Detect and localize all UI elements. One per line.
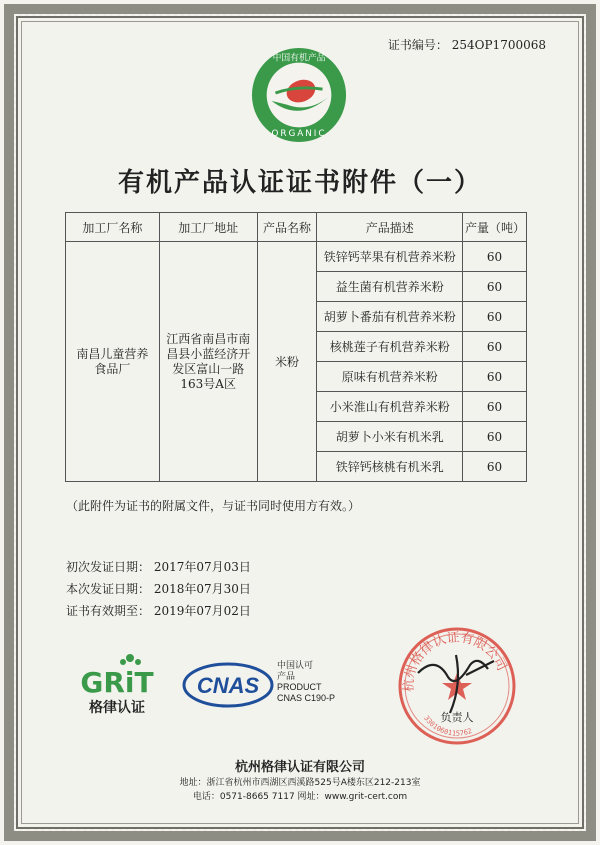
seal-number: 3301060115762 [422,714,474,738]
cnas-accreditation-text [277,660,335,704]
product-desc-cell: 核桃莲子有机营养米粉 [317,332,463,362]
factory-name-cell: 南昌儿童营养食品厂 [66,242,160,482]
factory-address-cell: 江西省南昌市南昌县小蓝经济开发区富山一路163号A区 [159,242,257,482]
quantity-cell: 60 [463,242,527,272]
cnas-mark: CNAS [196,673,260,698]
grit-cn-text: 格律认证 [89,700,145,716]
cnas-logo-icon [182,662,274,708]
seal-text: 杭州格律认证有限公司 [401,630,510,692]
cnas-line: 中国认可 [277,660,314,670]
quantity-cell: 60 [463,392,527,422]
first-issue-date: 初次发证日期： 2017年07月03日 [66,560,251,574]
product-desc-cell: 小米淮山有机营养米粉 [317,392,463,422]
product-desc-cell: 原味有机营养米粉 [317,362,463,392]
quantity-cell: 60 [463,332,527,362]
quantity-cell: 60 [463,452,527,482]
header-factory-name: 加工厂名称 [66,213,160,242]
signatory-label: 负责人 [440,711,474,724]
product-name-cell: 米粉 [257,242,317,482]
logo-cn-text: 中国有机产品 [272,53,326,64]
company-seal-icon [396,625,518,747]
product-desc-cell: 益生菌有机营养米粉 [317,272,463,302]
cnas-line: PRODUCT [277,682,322,692]
header-quantity: 产量（吨） [463,213,527,242]
valid-until-date: 证书有效期至： 2019年07月02日 [66,604,251,618]
issue-dates [66,556,251,622]
product-desc-cell: 铁锌钙核桃有机米乳 [317,452,463,482]
quantity-cell: 60 [463,362,527,392]
header-factory-address: 加工厂地址 [159,213,257,242]
product-desc-cell: 胡萝卜小米有机米乳 [317,422,463,452]
issuer-name: 杭州格律认证有限公司 [234,760,365,775]
quantity-cell: 60 [463,272,527,302]
header-product-desc: 产品描述 [317,213,463,242]
issuer-contact [0,776,600,804]
header-product-name: 产品名称 [257,213,317,242]
product-desc-cell: 铁锌钙苹果有机营养米粉 [317,242,463,272]
grit-logo-icon [72,650,162,720]
cnas-line: 产品 [277,671,296,681]
quantity-cell: 60 [463,422,527,452]
product-table [65,212,527,482]
table-row [66,242,527,272]
product-desc-cell: 胡萝卜番茄有机营养米粉 [317,302,463,332]
china-organic-logo-icon [250,46,348,144]
cnas-line: CNAS C190-P [277,693,336,703]
table-header-row [66,213,527,242]
certificate-number: 证书编号： 254OP1700068 [387,38,546,52]
issuer-address: 地址：浙江省杭州市西湖区西溪路525号A楼东区212-213室 [179,778,421,788]
logo-en-text: ORGANIC [271,129,327,140]
current-issue-date: 本次发证日期： 2018年07月30日 [66,582,251,596]
issuer-phone-web: 电话：0571-8665 7117 网址：www.grit-cert.com [192,792,408,802]
attachment-note: （此附件为证书的附属文件，与证书同时使用方有效。） [66,499,361,513]
quantity-cell: 60 [463,302,527,332]
page-title: 有机产品认证证书附件（一） [117,168,482,198]
grit-mark: GRiT [80,666,154,699]
